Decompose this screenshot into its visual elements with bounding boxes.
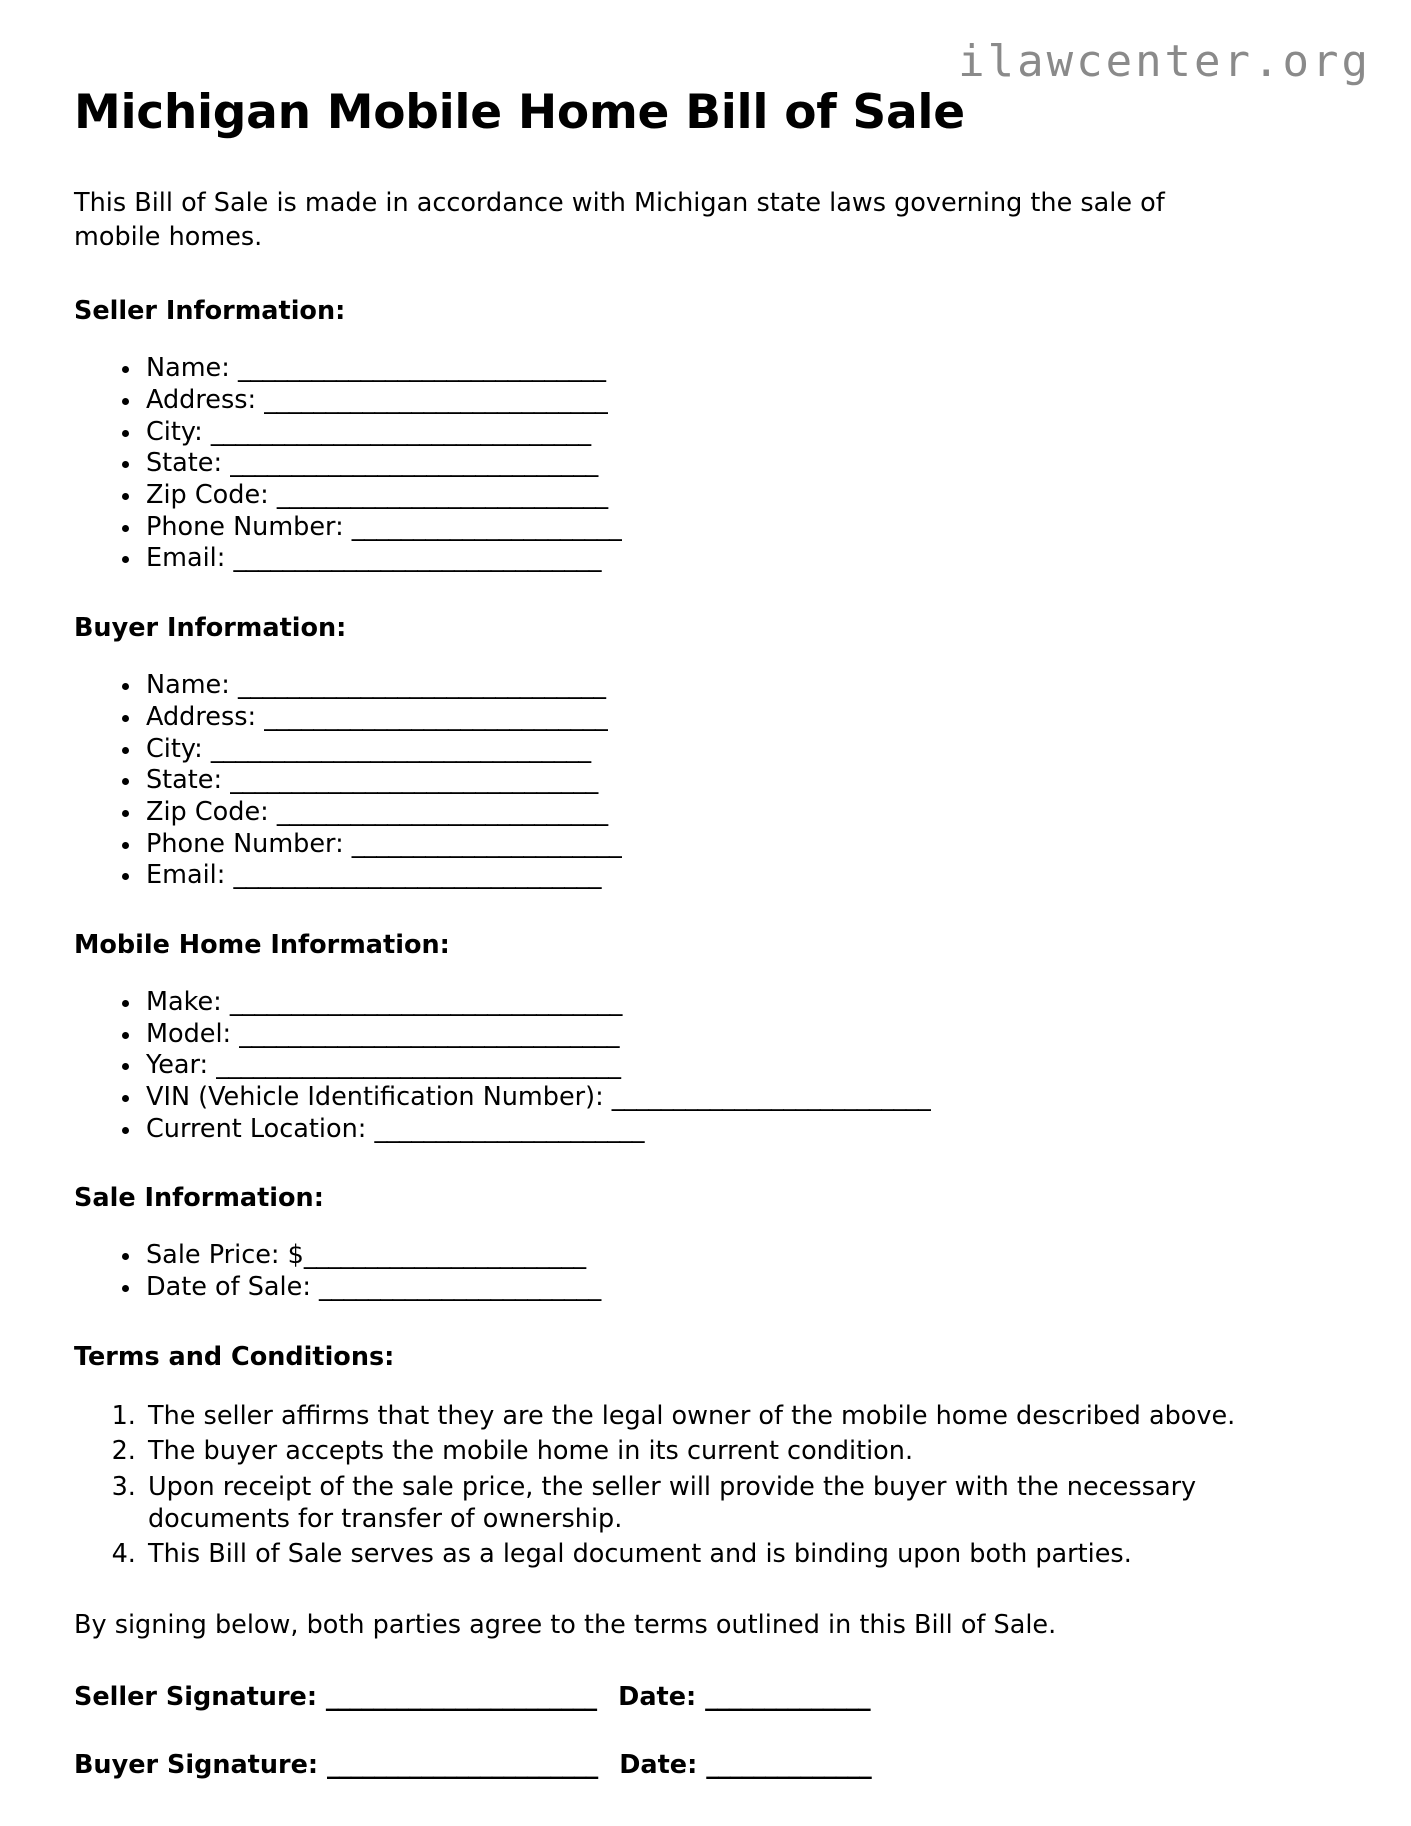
buyer-date-blank[interactable]: ______________ bbox=[706, 1749, 871, 1780]
list-item bbox=[118, 1273, 1334, 1302]
field-blank[interactable]: ______________________________ bbox=[237, 353, 606, 384]
list-item bbox=[118, 988, 1334, 1017]
list-item: 1. The seller affirms that they are the legal owner of the mobile home described above. bbox=[144, 1400, 1334, 1432]
field-blank[interactable]: ____________________________ bbox=[264, 701, 608, 732]
field-blank[interactable]: __________________________ bbox=[611, 1082, 931, 1113]
mobile-home-information-heading: Mobile Home Information: bbox=[74, 929, 450, 960]
list-item: 2. The buyer accepts the mobile home in its current condition. bbox=[144, 1435, 1334, 1467]
page-title: Michigan Mobile Home Bill of Sale bbox=[74, 85, 965, 140]
field-blank[interactable]: ________________________________ bbox=[229, 986, 622, 1017]
buyer-signature-blank[interactable]: _______________________ bbox=[326, 1749, 598, 1780]
site-watermark: ilawcenter.org bbox=[958, 36, 1371, 87]
mobile-home-information-fields bbox=[74, 988, 1334, 1143]
buyer-information-fields bbox=[74, 671, 1334, 890]
list-item bbox=[118, 1083, 1334, 1112]
field-blank[interactable]: ______________________________ bbox=[233, 543, 601, 574]
field-blank[interactable]: ______________________ bbox=[374, 1113, 644, 1144]
list-item bbox=[118, 861, 1334, 890]
seller-signature-label: Seller Signature: bbox=[74, 1681, 318, 1712]
field-blank[interactable]: ______________________________ bbox=[230, 765, 598, 796]
list-item bbox=[118, 830, 1334, 859]
list-item bbox=[118, 1051, 1334, 1080]
field-label: VIN (Vehicle Identification Number): bbox=[146, 1082, 604, 1113]
field-label: City: bbox=[146, 416, 203, 447]
field-label: Zip Code: bbox=[146, 480, 269, 511]
field-blank[interactable]: ______________________________ bbox=[230, 448, 598, 479]
list-item bbox=[118, 735, 1334, 764]
list-item bbox=[118, 513, 1334, 542]
field-label: Sale Price: $ bbox=[146, 1240, 304, 1271]
field-label: Phone Number: bbox=[146, 828, 344, 859]
field-label: Address: bbox=[146, 385, 257, 416]
seller-signature-blank[interactable]: _______________________ bbox=[325, 1681, 597, 1712]
document-content bbox=[74, 86, 1334, 1818]
field-label: City: bbox=[146, 733, 203, 764]
field-blank[interactable]: ______________________ bbox=[351, 511, 622, 542]
field-blank[interactable]: ____________________________ bbox=[264, 385, 608, 416]
terms-and-conditions-heading: Terms and Conditions: bbox=[74, 1341, 395, 1372]
list-item bbox=[118, 1241, 1334, 1270]
seller-signature-row bbox=[74, 1682, 1334, 1712]
field-blank[interactable]: ___________________________ bbox=[276, 796, 608, 827]
list-item bbox=[118, 1020, 1334, 1049]
list-item bbox=[118, 354, 1334, 383]
terms-and-conditions-list bbox=[74, 1400, 1334, 1571]
list-item bbox=[118, 766, 1334, 795]
list-item bbox=[118, 481, 1334, 510]
field-blank[interactable]: _________________________________ bbox=[216, 1050, 621, 1081]
list-item bbox=[118, 418, 1334, 447]
list-item bbox=[118, 449, 1334, 478]
field-label: State: bbox=[146, 448, 223, 479]
field-label: Address: bbox=[146, 701, 257, 732]
list-item bbox=[118, 544, 1334, 573]
field-label: Name: bbox=[146, 670, 230, 701]
field-label: Phone Number: bbox=[146, 511, 344, 542]
field-label: State: bbox=[146, 765, 223, 796]
buyer-signature-row bbox=[74, 1750, 1334, 1780]
field-blank[interactable]: ______________________ bbox=[351, 828, 622, 859]
field-label: Date of Sale: bbox=[146, 1272, 311, 1303]
field-blank[interactable]: _______________________________ bbox=[210, 733, 591, 764]
field-blank[interactable]: ______________________________ bbox=[233, 860, 601, 891]
sale-information-fields bbox=[74, 1241, 1334, 1301]
intro-paragraph: This Bill of Sale is made in accordance with Michigan state laws governing the sale of mobile homes. bbox=[74, 188, 1165, 253]
seller-information-heading: Seller Information: bbox=[74, 296, 346, 327]
field-label: Current Location: bbox=[146, 1113, 367, 1144]
buyer-information-heading: Buyer Information: bbox=[74, 613, 347, 644]
field-blank[interactable]: _______________________ bbox=[319, 1272, 601, 1303]
closing-paragraph: By signing below, both parties agree to the terms outlined in this Bill of Sale. bbox=[74, 1609, 1057, 1640]
sale-information-heading: Sale Information: bbox=[74, 1183, 324, 1214]
field-label: Make: bbox=[146, 986, 222, 1017]
buyer-date-label: Date: bbox=[619, 1749, 698, 1780]
seller-date-label: Date: bbox=[618, 1681, 697, 1712]
buyer-signature-label: Buyer Signature: bbox=[74, 1749, 319, 1780]
field-label: Email: bbox=[146, 543, 226, 574]
seller-date-blank[interactable]: ______________ bbox=[705, 1681, 870, 1712]
field-label: Year: bbox=[146, 1050, 209, 1081]
field-blank[interactable]: _______________________________ bbox=[239, 1018, 620, 1049]
list-item bbox=[118, 798, 1334, 827]
field-label: Zip Code: bbox=[146, 796, 269, 827]
list-item bbox=[118, 671, 1334, 700]
field-blank[interactable]: _______________________________ bbox=[210, 416, 591, 447]
field-label: Email: bbox=[146, 860, 226, 891]
field-label: Name: bbox=[146, 353, 230, 384]
list-item bbox=[118, 703, 1334, 732]
list-item bbox=[118, 386, 1334, 415]
field-blank[interactable]: ___________________________ bbox=[276, 480, 608, 511]
list-item: 4. This Bill of Sale serves as a legal document and is binding upon both parties. bbox=[144, 1538, 1334, 1570]
field-blank[interactable]: ______________________________ bbox=[237, 670, 606, 701]
field-label: Model: bbox=[146, 1018, 232, 1049]
seller-information-fields bbox=[74, 354, 1334, 573]
list-item: 3. Upon receipt of the sale price, the seller will provide the buyer with the necessary documents for transfer of ownership. bbox=[144, 1471, 1334, 1536]
list-item bbox=[118, 1115, 1334, 1144]
field-blank[interactable]: _______________________ bbox=[303, 1240, 586, 1271]
